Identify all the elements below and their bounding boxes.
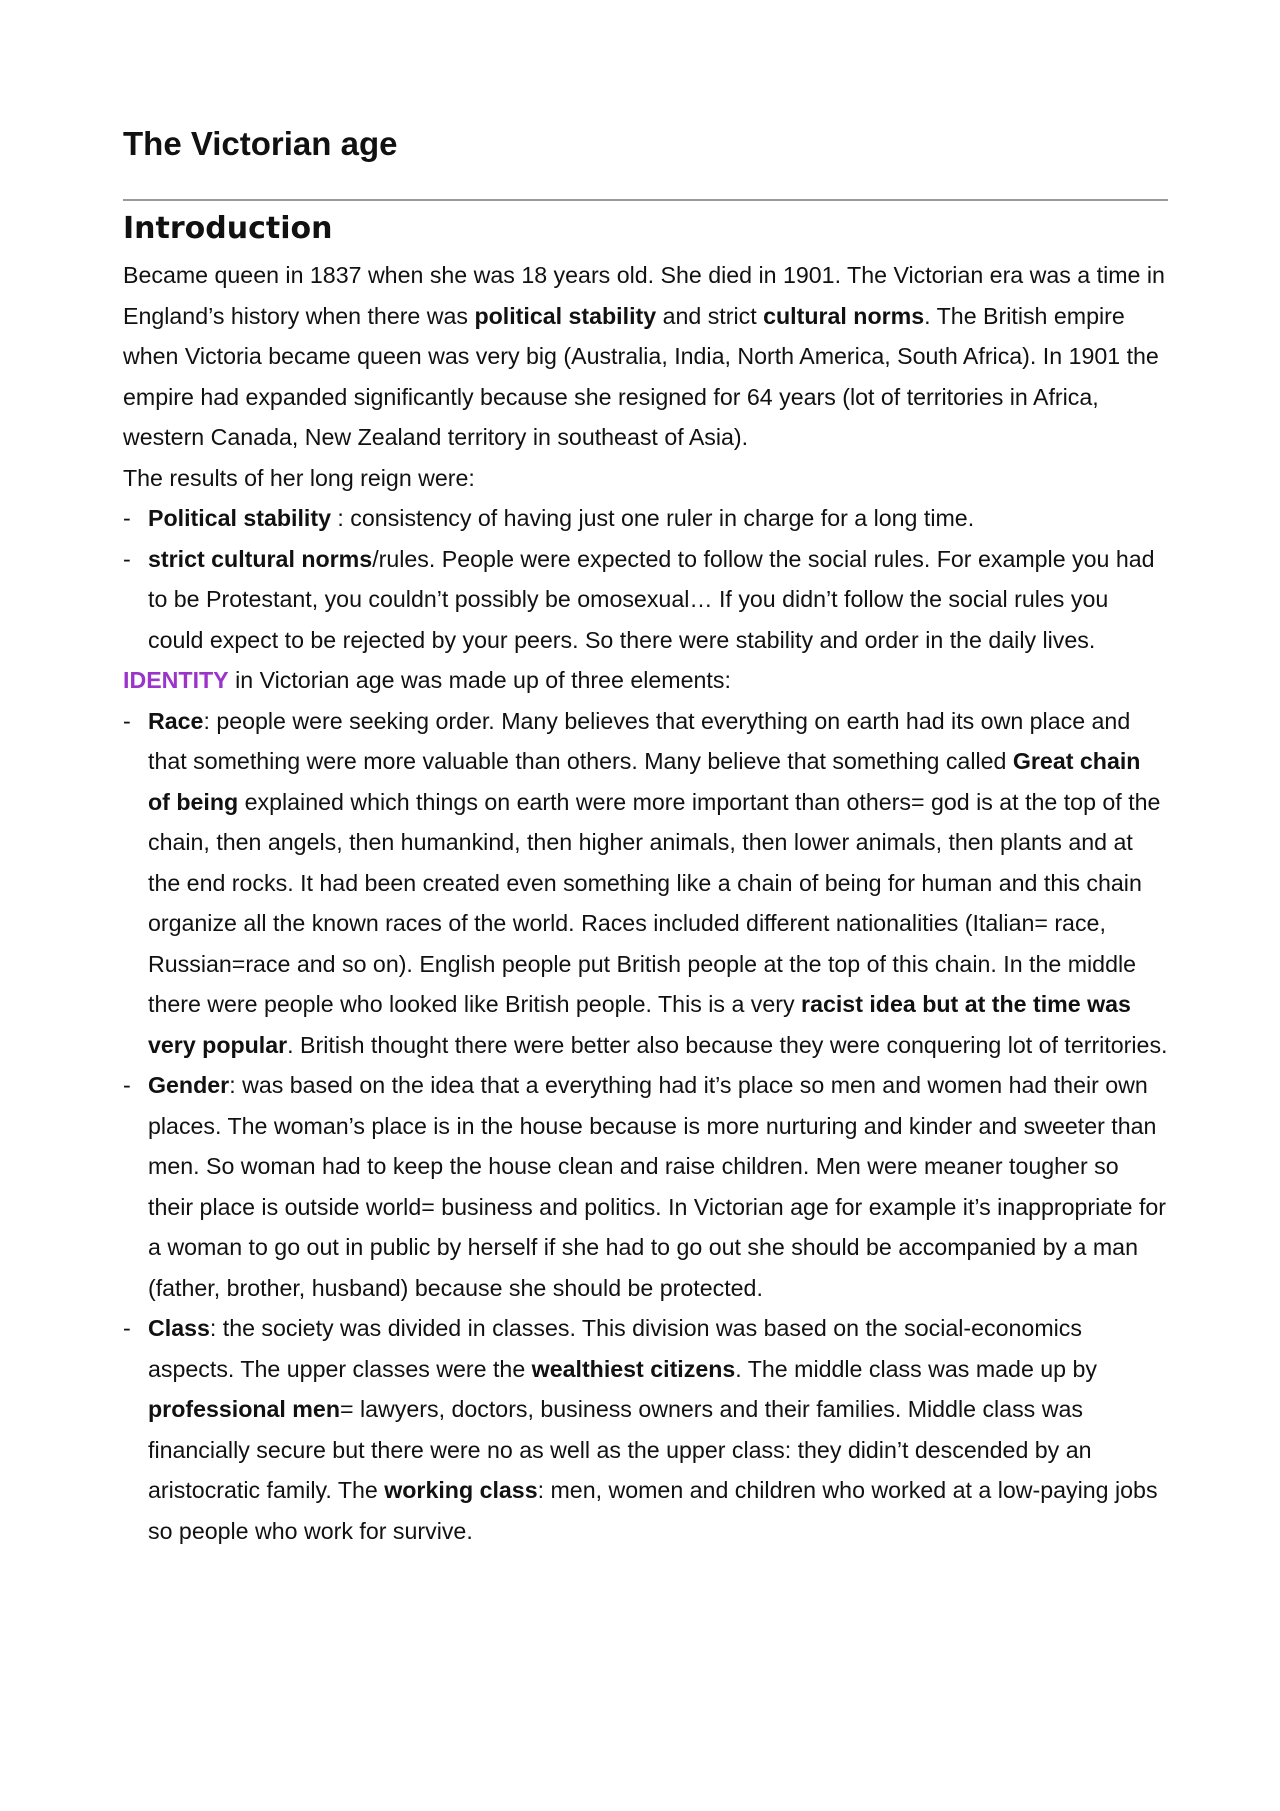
class-bold-working-class: working class	[384, 1477, 538, 1503]
identity-text: in Victorian age was made up of three elements:	[228, 667, 731, 693]
race-text-1: : people were seeking order. Many believes that everything on earth had its own place and that something were more valuable than others. Many believe that something called	[148, 707, 1131, 774]
list-item	[123, 539, 1168, 661]
class-bold-professional-men: professional men	[148, 1396, 340, 1422]
result-bold: Political stability	[148, 505, 331, 531]
class-bold-wealthiest: wealthiest citizens	[531, 1355, 736, 1382]
results-intro: The results of her long reign were:	[123, 464, 475, 491]
list-item	[123, 498, 1168, 539]
bullet-dash: -	[123, 1315, 131, 1341]
gender-label: Gender	[148, 1072, 230, 1098]
result-text: : consistency of having just one ruler in charge for a long time.	[330, 505, 975, 531]
result-bold: strict cultural norms	[148, 545, 373, 572]
list-item-race	[123, 701, 1168, 1066]
race-text-3: . British thought there were better also because they were conquering lot of territories.	[287, 1031, 1168, 1058]
bullet-dash: -	[123, 1072, 131, 1098]
class-text-4: : men, women and children who worked at a low-paying jobs so people who work for survive.	[148, 1477, 1158, 1544]
race-bold-racist-idea: racist idea but at the time was very popular	[148, 991, 1131, 1058]
race-text-2: explained which things on earth were more important than others= god is at the top of the chain, then angels, then humankind, then higher animals, then lower animals, then plants and at the end rocks. It had been created even something like a chain of being for human and this chain organize all the known races of the world. Races included different nationalities (Italian= race, Russian=race and so on). English people put British people at the top of this chain. In the middle there were people who looked like British people. This is a very	[148, 788, 1161, 1017]
intro-text-3: . The British empire when Victoria became queen was very big (Australia, India, North America, South Africa). In 1901 the empire had expanded significantly because she resigned for 64 years (lot of territories in Africa, western Canada, New Zealand territory in southeast of Asia).	[123, 302, 1159, 450]
bullet-dash: -	[123, 545, 131, 572]
list-item-gender	[123, 1065, 1168, 1308]
class-label: Class	[148, 1315, 210, 1341]
race-bold-great-chain: Great chain of being	[148, 748, 1141, 815]
result-text: /rules. People were expected to follow the social rules. For example you had to be Protestant, you couldn’t possibly be omosexual… If you didn’t follow the social rules you could expect to be rejected by your peers. So there were stability and order in the daily lives.	[148, 545, 1155, 653]
intro-text-1: Became queen in 1837 when she was 18 years old. She died in 1901. The Victorian era was a time in England’s history when there was	[123, 262, 1165, 329]
intro-paragraph	[123, 255, 1168, 458]
section-heading: Introduction	[123, 211, 333, 246]
class-text-1: : the society was divided in classes. This division was based on the social-economics aspects. The upper classes were the	[148, 1315, 1082, 1382]
race-label: Race	[148, 707, 204, 734]
document-page	[123, 100, 1168, 1551]
title-divider	[123, 199, 1168, 201]
body-text	[123, 255, 1168, 1551]
class-text-3: = lawyers, doctors, business owners and their families. Middle class was financially secure but there were no as well as the upper class: they didin’t descended by an aristocratic family. The	[148, 1396, 1092, 1503]
gender-text: : was based on the idea that a everything had it’s place so men and women had their own places. The woman’s place is in the house because is more nurturing and kinder and sweeter than men. So woman had to keep the house clean and raise children. Men were meaner tougher so their place is outside world= business and politics. In Victorian age for example it’s inappropriate for a woman to go out in public by herself if she had to go out she should be accompanied by a man (father, brother, husband) because she should be protected.	[148, 1072, 1167, 1301]
bullet-dash: -	[123, 505, 131, 531]
intro-bold-political-stability: political stability	[474, 302, 657, 329]
list-item-class	[123, 1308, 1168, 1551]
intro-text-2: and strict	[656, 302, 764, 329]
page-title: The Victorian age	[123, 125, 398, 162]
bullet-dash: -	[123, 707, 131, 734]
identity-label: IDENTITY	[123, 667, 229, 693]
results-list	[123, 498, 1168, 660]
identity-paragraph	[123, 660, 1168, 701]
identity-list	[123, 701, 1168, 1552]
class-text-2: . The middle class was made up by	[735, 1355, 1098, 1382]
intro-bold-cultural-norms: cultural norms	[763, 302, 925, 329]
